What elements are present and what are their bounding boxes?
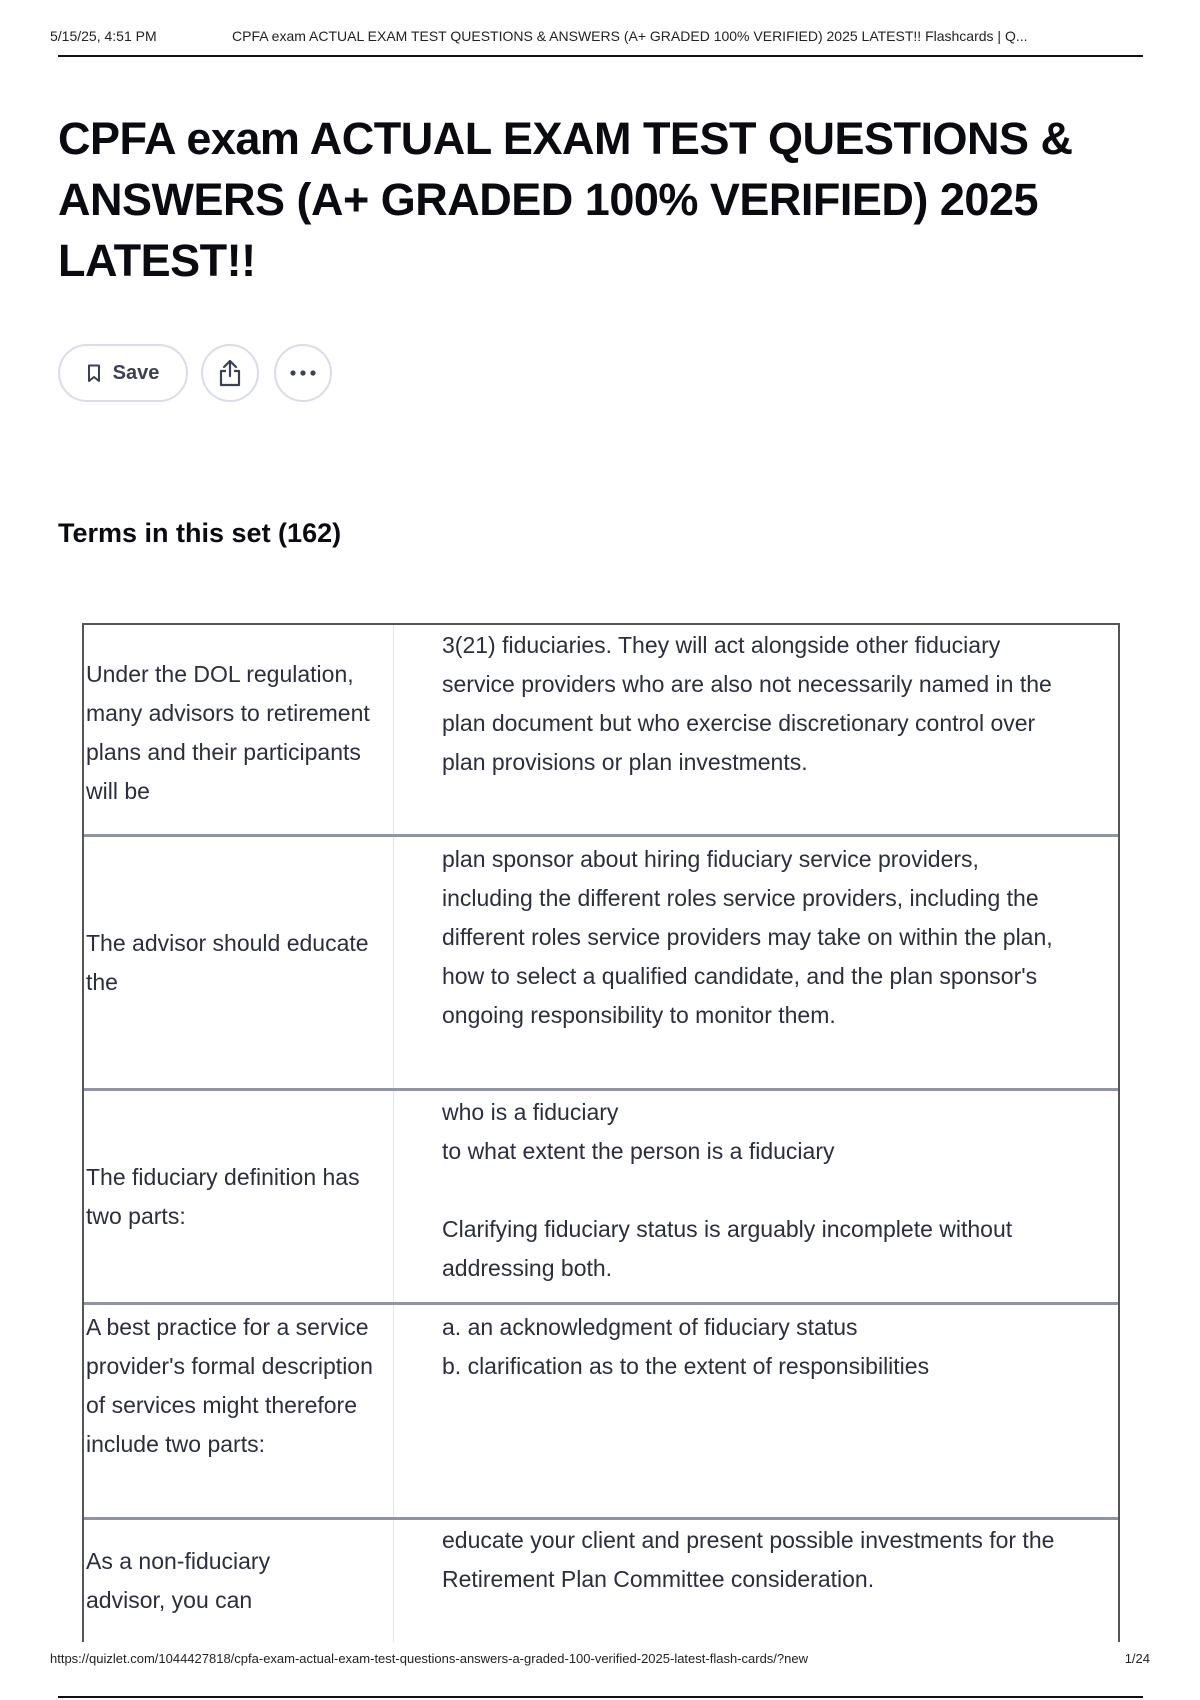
term-row[interactable] (84, 625, 1118, 837)
save-button[interactable] (58, 344, 188, 402)
terms-heading: Terms in this set (162) (58, 518, 342, 548)
save-label: Save (112, 361, 160, 384)
page-number: 1/24 (1124, 1651, 1150, 1666)
share-button[interactable] (201, 344, 259, 402)
print-footer (50, 1651, 1150, 1671)
definition-text: educate your client and present possible investments for the Retirement Plan Committee consideration. (442, 1527, 1055, 1592)
term-text: A best practice for a service provider's formal description of services might therefore include two parts: (84, 1305, 394, 1517)
footer-rule (58, 1696, 1143, 1698)
term-row[interactable] (84, 837, 1118, 1091)
term-text: The fiduciary definition has two parts: (84, 1091, 394, 1302)
definition-text: 3(21) fiduciaries. They will act alongside other fiduciary service providers who are also not necessarily named in the plan document but who exercise discretionary control over plan provisions or plan investments. (442, 632, 1052, 775)
definition-text: a. an acknowledgment of fiduciary status b. clarification as to the extent of responsibilities (442, 1314, 930, 1379)
terms-table (82, 623, 1120, 1642)
bookmark-icon (87, 364, 101, 383)
term-row[interactable] (84, 1520, 1118, 1642)
print-header (50, 28, 1150, 50)
term-text: Under the DOL regulation, many advisors to retirement plans and their participants will be (84, 625, 394, 834)
term-text: As a non-fiduciary advisor, you can (84, 1520, 394, 1642)
definition-text: who is a fiduciary to what extent the person is a fiduciary Clarifying fiduciary status is arguably incomplete without addressing both. (442, 1099, 1013, 1281)
share-icon (218, 359, 242, 387)
definition-text: plan sponsor about hiring fiduciary service providers, including the different roles service providers, including the different roles service providers may take on within the plan, how to select a qualified candidate, and the plan sponsor's ongoing responsibility to monitor them. (442, 846, 1053, 1028)
term-text: The advisor should educate the (84, 837, 394, 1088)
term-row[interactable] (84, 1305, 1118, 1520)
print-document-title: CPFA exam ACTUAL EXAM TEST QUESTIONS & ANSWERS (A+ GRADED 100% VERIFIED) 2025 LATEST!! Flashcards | Q... (232, 28, 1028, 44)
more-options-button[interactable] (274, 344, 332, 402)
term-row[interactable] (84, 1091, 1118, 1305)
header-rule (58, 55, 1143, 57)
page-title: CPFA exam ACTUAL EXAM TEST QUESTIONS & ANSWERS (A+ GRADED 100% VERIFIED) 2025 LATEST!! (58, 113, 1073, 286)
print-url: https://quizlet.com/1044427818/cpfa-exam-actual-exam-test-questions-answers-a-graded-100-verified-2025-latest-flash-cards/?new (50, 1651, 808, 1666)
more-icon (290, 370, 316, 376)
print-date: 5/15/25, 4:51 PM (50, 28, 157, 44)
